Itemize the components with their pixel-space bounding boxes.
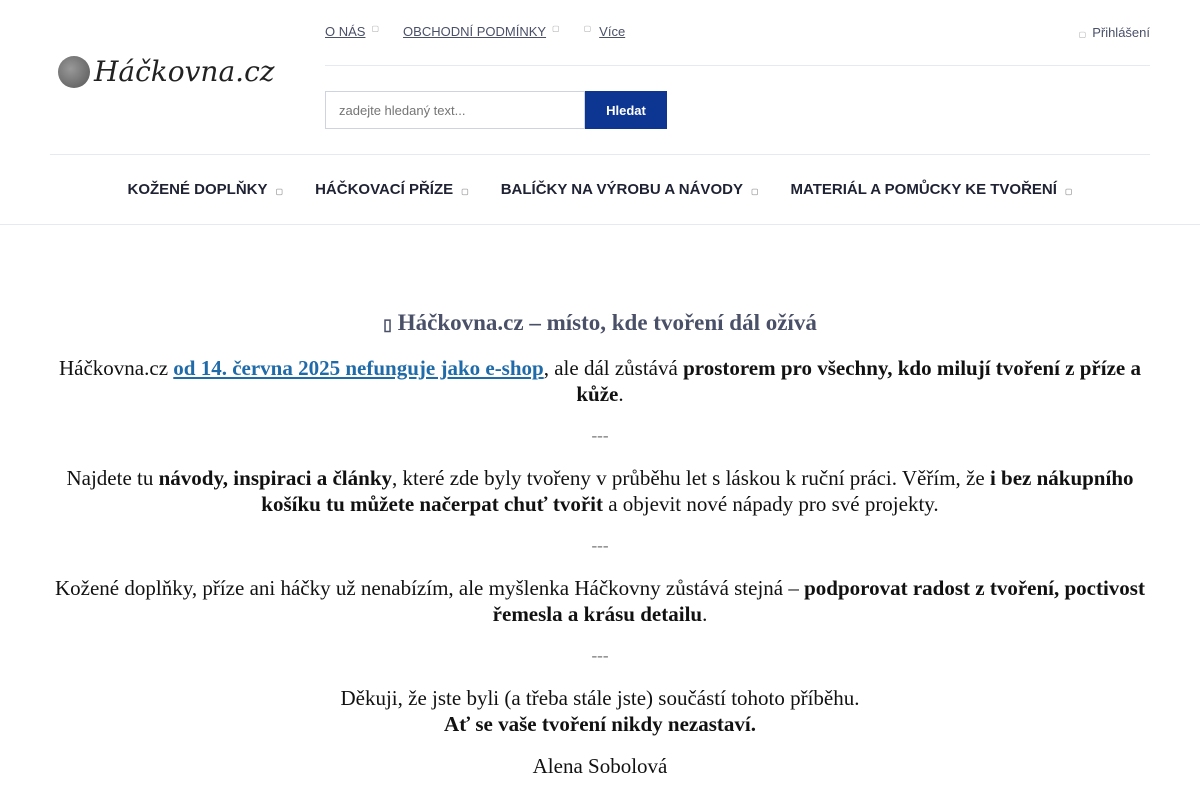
search-input[interactable] <box>325 91 585 129</box>
user-icon: ▢ <box>1078 30 1087 39</box>
separator: --- <box>591 536 609 555</box>
nav-hackovaci-prize[interactable] <box>315 181 469 198</box>
text-bold: podporovat radost z tvoření, poctivost řemesla a krásu detailu <box>492 576 1145 626</box>
separator: --- <box>591 646 609 665</box>
main-nav <box>0 155 1200 225</box>
separator: --- <box>591 426 609 445</box>
chevron-down-icon: ▢ <box>552 24 560 33</box>
paragraph-4 <box>50 685 1150 737</box>
top-nav-obchodni-podminky[interactable]: OBCHODNÍ PODMÍNKY <box>403 24 547 39</box>
paragraph-2 <box>50 465 1150 517</box>
text: Háčkovna.cz <box>59 356 174 380</box>
nav-material[interactable] <box>791 181 1073 198</box>
text-bold: Ať se vaše tvoření nikdy nezastaví. <box>444 712 756 736</box>
info-icon: ▯ <box>383 317 392 334</box>
text: . <box>618 382 624 406</box>
text-bold: prostorem pro všechny, kdo milují tvoření z příze a kůže <box>576 356 1141 406</box>
divider <box>325 65 1150 66</box>
nav-kozene-doplnky[interactable] <box>128 181 284 198</box>
paragraph-3 <box>50 575 1150 627</box>
header <box>50 0 1150 155</box>
menu-icon: ▢ <box>583 24 592 33</box>
chevron-down-icon: ▢ <box>275 187 284 196</box>
login-label: Přihlášení <box>1092 25 1150 40</box>
top-nav-vice[interactable]: Více <box>599 24 626 39</box>
yarn-ball-icon <box>58 56 90 88</box>
text: a objevit nové nápady pro své projekty. <box>602 492 939 516</box>
chevron-down-icon: ▢ <box>461 187 469 196</box>
text-bold: návody, inspiraci a články <box>158 466 392 490</box>
nav-label: HÁČKOVACÍ PŘÍZE <box>315 181 454 198</box>
text-bold: i bez nákupního košíku tu můžete načerpat chuť tvořit <box>261 466 1134 516</box>
signature: Alena Sobolová <box>532 754 668 778</box>
text: Najdete tu <box>66 466 159 490</box>
text: , ale dál zůstává <box>543 356 684 380</box>
logo-text: Háčkovna.cz <box>94 55 275 88</box>
nav-label: KOŽENÉ DOPLŇKY <box>127 181 268 198</box>
eshop-closed-link[interactable]: od 14. června 2025 nefunguje jako e-shop <box>173 356 544 380</box>
paragraph-1 <box>50 355 1150 407</box>
login-link[interactable] <box>1079 25 1150 40</box>
chevron-down-icon: ▢ <box>371 24 380 33</box>
chevron-down-icon: ▢ <box>1064 187 1073 196</box>
nav-label: BALÍČKY NA VÝROBU A NÁVODY <box>500 181 743 198</box>
nav-balicky[interactable] <box>501 181 759 198</box>
logo[interactable] <box>58 55 275 88</box>
announcement <box>50 310 1150 795</box>
text: Děkuji, že jste byli (a třeba stále jste) součástí tohoto příběhu. <box>340 686 860 710</box>
search-form <box>325 91 667 129</box>
text: Kožené doplňky, příze ani háčky už nenabízím, ale myšlenka Háčkovny zůstává stejná – <box>55 576 805 600</box>
nav-label: MATERIÁL A POMŮCKY KE TVOŘENÍ <box>790 181 1057 198</box>
announcement-title <box>50 310 1150 339</box>
title-text: Háčkovna.cz – místo, kde tvoření dál ožívá <box>397 310 817 335</box>
top-nav <box>325 24 631 39</box>
chevron-down-icon: ▢ <box>750 187 759 196</box>
search-button[interactable]: Hledat <box>585 91 667 129</box>
text: , které zde byly tvořeny v průběhu let s láskou k ruční práci. Věřím, že <box>392 466 990 490</box>
top-nav-o-nas[interactable]: O NÁS <box>325 24 366 39</box>
text: . <box>702 602 708 626</box>
